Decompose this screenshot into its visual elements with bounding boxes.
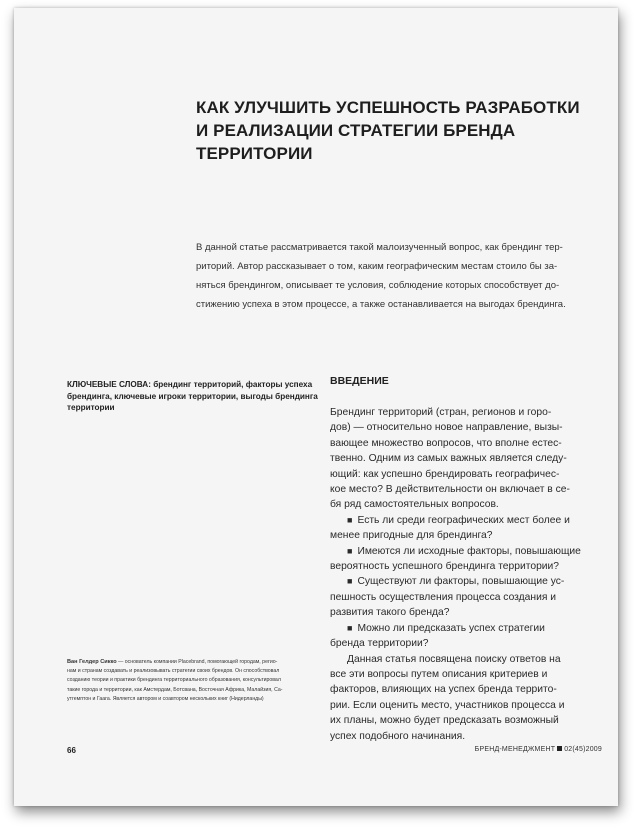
author-bio (67, 658, 317, 704)
body-line: все эти вопросы путем описания критериев и (330, 668, 548, 680)
keywords-line: КЛЮЧЕВЫЕ СЛОВА: брендинг территорий, факторы успеха (67, 380, 313, 389)
lead-line: В данной статье рассматривается такой малоизученный вопрос, как брендинг тер- (196, 242, 563, 253)
title-line: КАК УЛУЧШИТЬ УСПЕШНОСТЬ РАЗРАБОТКИ (196, 98, 580, 117)
body-line: кое место? В действительности он включает в се- (330, 484, 570, 496)
author-line-first (67, 658, 317, 667)
body-line: вероятность успешного брендинга территории? (330, 561, 560, 573)
article-lead (196, 238, 580, 314)
body-line: твенно. Одним из самых важных является следу- (330, 453, 567, 465)
body-line: бренда территории? (330, 638, 429, 650)
lead-line: стижению успеха в этом процессе, а также останавливается на выгодах брендинга. (196, 299, 566, 310)
body-line: рии. Если оценить место, участников процесса и (330, 699, 565, 711)
author-line: — основатель компании Placebrand, помогающей городам, регио- (116, 659, 278, 665)
bullet-line: ■ Имеются ли исходные факторы, повышающие (330, 544, 592, 559)
title-line: ТЕРРИТОРИИ (196, 144, 313, 163)
author-line: такие города и территории, как Амстердам, Ботсвана, Восточная Африка, Малайзия, Са- (67, 686, 283, 693)
body-line: ющий: как успешно брендировать географичес- (330, 468, 560, 480)
body-line: вающее множество вопросов, что вполне естес- (330, 437, 562, 449)
keywords-line: территории (67, 403, 115, 412)
body-line: их планы, можно будет предсказать возможный (330, 715, 559, 727)
body-line: Данная статья посвящена поиску ответов на (347, 653, 561, 665)
bullet-line: ■ Можно ли предсказать успех стратегии (330, 621, 592, 636)
body-line: Брендинг территорий (стран, регионов и горо- (330, 407, 552, 418)
body-line: бя ряд самостоятельных вопросов. (330, 499, 499, 511)
author-line: созданию теории и практики брендинга территориального образования, консультировал (67, 677, 281, 684)
keywords-block (67, 379, 317, 414)
body-line: менее пригодные для брендинга? (330, 530, 493, 542)
square-separator-icon (557, 746, 562, 751)
bullet-line: ■ Существуют ли факторы, повышающие ус- (330, 574, 592, 589)
body-line: успех подобного начинания. (330, 730, 466, 742)
bullet-line: ■ Есть ли среди географических мест более и (330, 513, 592, 528)
lead-line: риторий. Автор рассказывает о том, каким географическим местам стоило бы за- (196, 261, 558, 272)
section-heading: ВВЕДЕНИЕ (330, 375, 389, 387)
keywords-line: брендинга, ключевые игроки территории, выгоды брендинга (67, 391, 318, 401)
body-line: факторов, влияющих на успех бренда террито- (330, 684, 557, 696)
author-line: нам и странам создавать и реализовывать стратегии своих брендов. Он способствовал (67, 668, 280, 675)
page-number: 66 (67, 746, 76, 755)
title-line: И РЕАЛИЗАЦИИ СТРАТЕГИИ БРЕНДА (196, 121, 516, 140)
article-title (196, 96, 596, 165)
section-body (330, 405, 592, 744)
journal-name: БРЕНД-МЕНЕДЖМЕНТ (474, 746, 556, 753)
journal-footer (475, 746, 602, 753)
journal-issue: 02(45)2009 (564, 746, 602, 753)
body-line: дов) — относительно новое направление, вызы- (330, 422, 563, 434)
body-line: пешность осуществления процесса создания и (330, 591, 557, 603)
lead-line: няться брендингом, описывает те условия, соблюдение которых способствует до- (196, 280, 560, 291)
author-name: Ван Гелдер Сикко (67, 659, 117, 665)
author-line: утгемптон и Гаага. Является автором и соавтором нескольких книг (Нидерланды) (67, 695, 264, 702)
body-line: развития такого бренда? (330, 607, 450, 619)
